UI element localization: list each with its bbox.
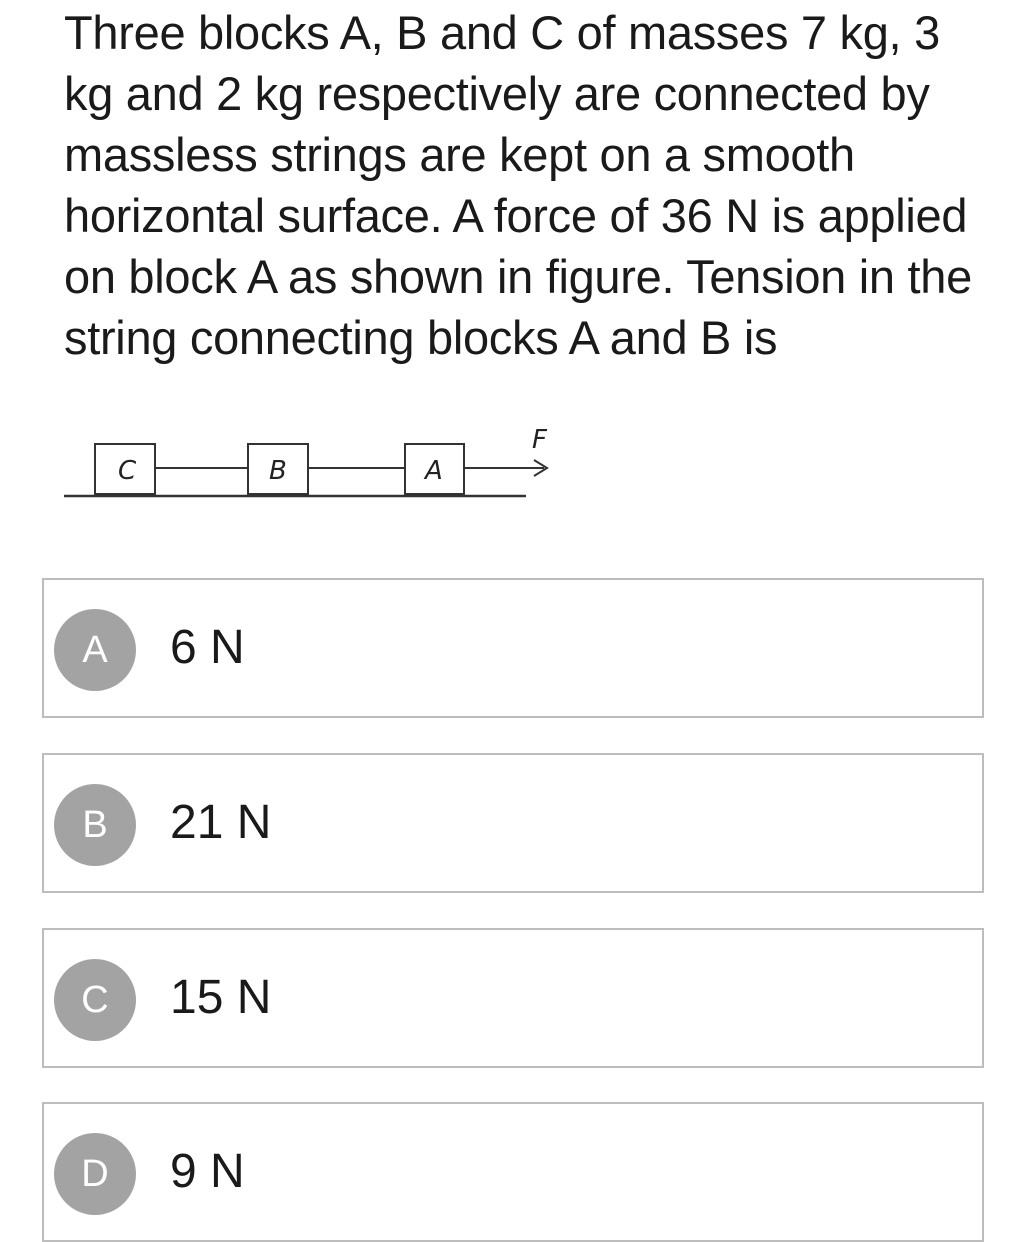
force-label: F — [532, 425, 547, 455]
option-b[interactable] — [42, 753, 984, 893]
option-b-badge: B — [54, 784, 136, 866]
block-c-label: C — [118, 456, 137, 486]
option-c-text: 15 N — [170, 971, 272, 1024]
option-b-text: 21 N — [170, 796, 272, 849]
block-b-label: B — [269, 456, 287, 486]
option-c[interactable] — [42, 928, 984, 1068]
option-c-badge: C — [54, 959, 136, 1041]
option-a-text: 6 N — [170, 621, 245, 674]
option-d[interactable] — [42, 1102, 984, 1242]
option-a[interactable] — [42, 578, 984, 718]
option-d-badge: D — [54, 1133, 136, 1215]
blocks-diagram — [60, 420, 580, 510]
blocks-diagram-svg — [60, 420, 580, 510]
option-d-text: 9 N — [170, 1145, 245, 1198]
block-a-label: A — [425, 456, 443, 486]
option-a-badge: A — [54, 609, 136, 691]
question-text: Three blocks A, B and C of masses 7 kg, 3 kg and 2 kg respectively are connected by massless strings are kept on a smooth horizontal surface. A force of 36 N is applied on block A as shown in figure. Tension in the string connecting blocks A and B is — [64, 6, 972, 364]
